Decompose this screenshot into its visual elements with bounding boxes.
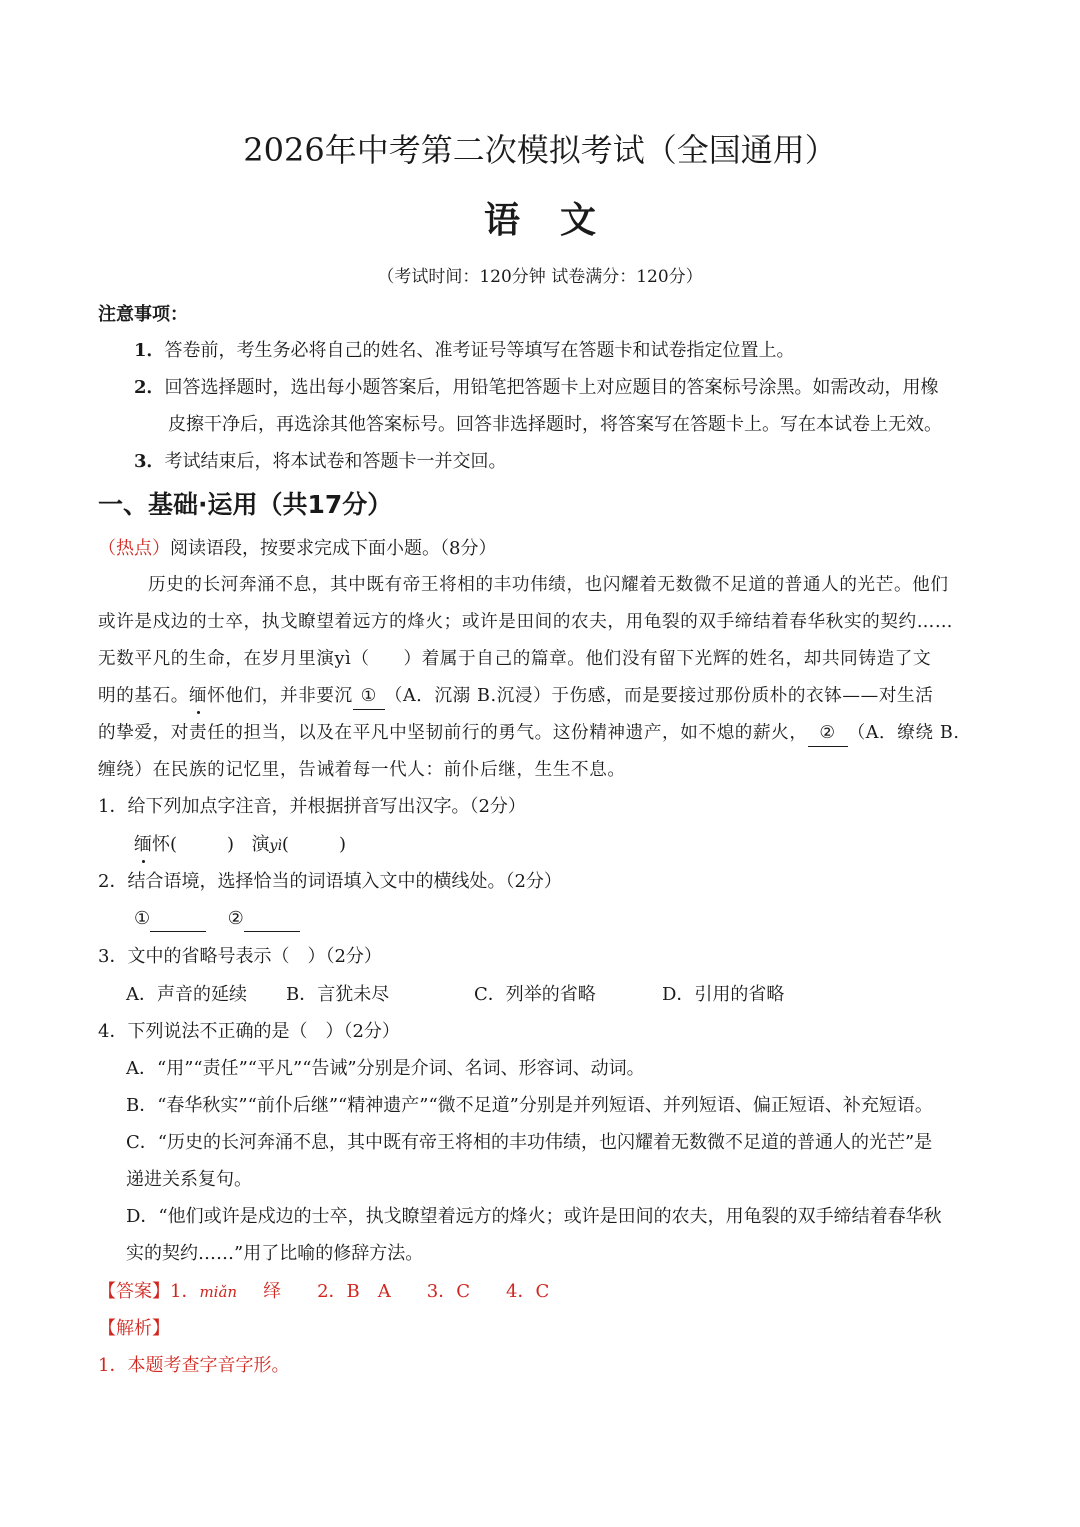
passage-text: （A．缭绕 B.: [847, 723, 960, 743]
notice-item-1: [134, 338, 795, 364]
notice-item-2-continued: 皮擦干净后，再选涂其他答案标号。回答非选择题时，将答案写在答题卡上。写在本试卷上无效。: [168, 414, 942, 435]
passage-text: 的挚爱，对责任的担当，以及在平凡中坚韧前行的勇气。这份精神遗产，如不熄的薪火，: [98, 723, 808, 743]
q3-option-c: C．列举的省略: [474, 984, 596, 1005]
answer-3: 3．C: [426, 1281, 470, 1302]
q2-blank-2-label: ②: [227, 908, 244, 929]
notice-item-3: [134, 449, 507, 475]
exam-info: （考试时间：120分钟 试卷满分：120分）: [377, 267, 703, 287]
notice-heading: 注意事项：: [98, 304, 188, 325]
dotted-char-mian: 缅: [189, 683, 207, 709]
notice-item-text: 考试结束后，将本试卷和答题卡一并交回。: [164, 451, 507, 472]
hotspot-tag: （热点）: [98, 538, 170, 559]
q1-item2-open: (: [281, 834, 289, 855]
passage-text: 怀他们，并非要沉: [207, 686, 353, 706]
passage-text: （A．沉溺 B.沉浸）于伤感，而是要接过那份质朴的衣钵——对生活: [384, 686, 934, 706]
passage-line: [98, 683, 933, 710]
passage-line: [98, 646, 931, 672]
passage-line: 缠绕）在民族的记忆里，告诫着每一代人：前仆后继，生生不息。: [98, 760, 626, 780]
passage-line: [98, 720, 960, 747]
dotted-char-mian: 缅: [134, 832, 152, 858]
pinyin-yi: yì: [334, 649, 352, 669]
q4-option-d: D．“他们或许是戍边的士卒，执戈瞭望着远方的烽火；或许是田间的农夫，用龟裂的双手缔结着春华秋: [126, 1206, 942, 1227]
question-3-stem: 3．文中的省略号表示（ ）（2分）: [98, 946, 382, 967]
passage-text: 着属于自己的篇章。他们没有留下光辉的姓名，却共同铸造了文: [421, 649, 932, 669]
q1-item2-close: ): [338, 834, 346, 855]
q2-blank-1-line: [150, 911, 206, 932]
q3-option-a: A．声音的延续: [126, 984, 247, 1005]
q1-item1-text: 怀(: [152, 834, 178, 855]
notice-item-text: 回答选择题时，选出每小题答案后，用铅笔把答题卡上对应题目的答案标号涂黑。如需改动，用橡: [164, 377, 939, 398]
subject-title: 语文: [483, 199, 636, 241]
question-4-stem: 4．下列说法不正确的是（ ）（2分）: [98, 1021, 400, 1042]
section-heading: 一、基础·运用（共17分）: [98, 490, 393, 519]
q3-option-d: D．引用的省略: [662, 984, 785, 1005]
instruction-text: 阅读语段，按要求完成下面小题。（8分）: [170, 538, 497, 559]
q2-blank-2-line: [244, 911, 300, 932]
answer-2: 2．B A: [317, 1281, 391, 1302]
answer-1-char: 绎: [263, 1281, 282, 1302]
q3-option-b: B．言犹未尽: [286, 984, 390, 1005]
q1-item2-label: 演: [251, 834, 270, 855]
blank-paren: （ ）: [351, 649, 422, 669]
notice-item-number: 3．: [134, 451, 165, 472]
notice-item-2: [134, 375, 939, 401]
notice-item-number: 1．: [134, 340, 165, 361]
passage-line: 历史的长河奔涌不息，其中既有帝王将相的丰功伟绩，也闪耀着无数微不足道的普通人的光芒。他们: [148, 575, 949, 595]
page-title: 2026年中考第二次模拟考试（全国通用）: [243, 131, 837, 169]
question-2-blanks: [134, 906, 300, 932]
q4-option-a: A．“用”“责任”“平凡”“告诫”分别是介词、名词、形容词、动词。: [126, 1058, 645, 1079]
q1-item2-pinyin: yì: [269, 838, 282, 854]
notice-item-number: 2．: [134, 377, 165, 398]
q4-option-b: B．“春华秋实”“前仆后继”“精神遗产”“微不足道”分别是并列短语、并列短语、偏正短语、补充短语。: [126, 1095, 933, 1116]
q4-option-d-continued: 实的契约……”用了比喻的修辞方法。: [126, 1243, 424, 1264]
analysis-line: 1．本题考查字音字形。: [98, 1355, 290, 1376]
question-2-stem: 2．结合语境，选择恰当的词语填入文中的横线处。（2分）: [98, 871, 562, 892]
question-1-stem: 1．给下列加点字注音，并根据拼音写出汉字。（2分）: [98, 796, 526, 817]
passage-text: 明的基石。: [98, 686, 189, 706]
analysis-label: 【解析】: [98, 1318, 170, 1339]
answer-1-number: 1．: [170, 1281, 200, 1302]
answer-1-pinyin: miǎn: [199, 1283, 238, 1301]
q4-option-c: C．“历史的长河奔涌不息，其中既有帝王将相的丰功伟绩，也闪耀着无数微不足道的普通人的光芒”是: [126, 1132, 933, 1153]
question-1-items: [134, 832, 346, 859]
reading-instruction: [98, 536, 496, 562]
notice-item-text: 答卷前，考生务必将自己的姓名、准考证号等填写在答题卡和试卷指定位置上。: [164, 340, 795, 361]
q1-item1-close: ): [227, 834, 235, 855]
blank-2: ②: [808, 720, 848, 747]
blank-1: ①: [353, 683, 385, 710]
passage-text: 无数平凡的生命，在岁月里演: [98, 649, 335, 669]
answer-line: [98, 1279, 549, 1305]
answer-label: 【答案】: [98, 1281, 170, 1302]
passage-line: 或许是戍边的士卒，执戈瞭望着远方的烽火；或许是田间的农夫，用龟裂的双手缔结着春华秋实的契约……: [98, 612, 954, 632]
answer-4: 4．C: [506, 1281, 550, 1302]
q4-option-c-continued: 递进关系复句。: [126, 1169, 252, 1190]
q2-blank-1-label: ①: [134, 908, 151, 929]
